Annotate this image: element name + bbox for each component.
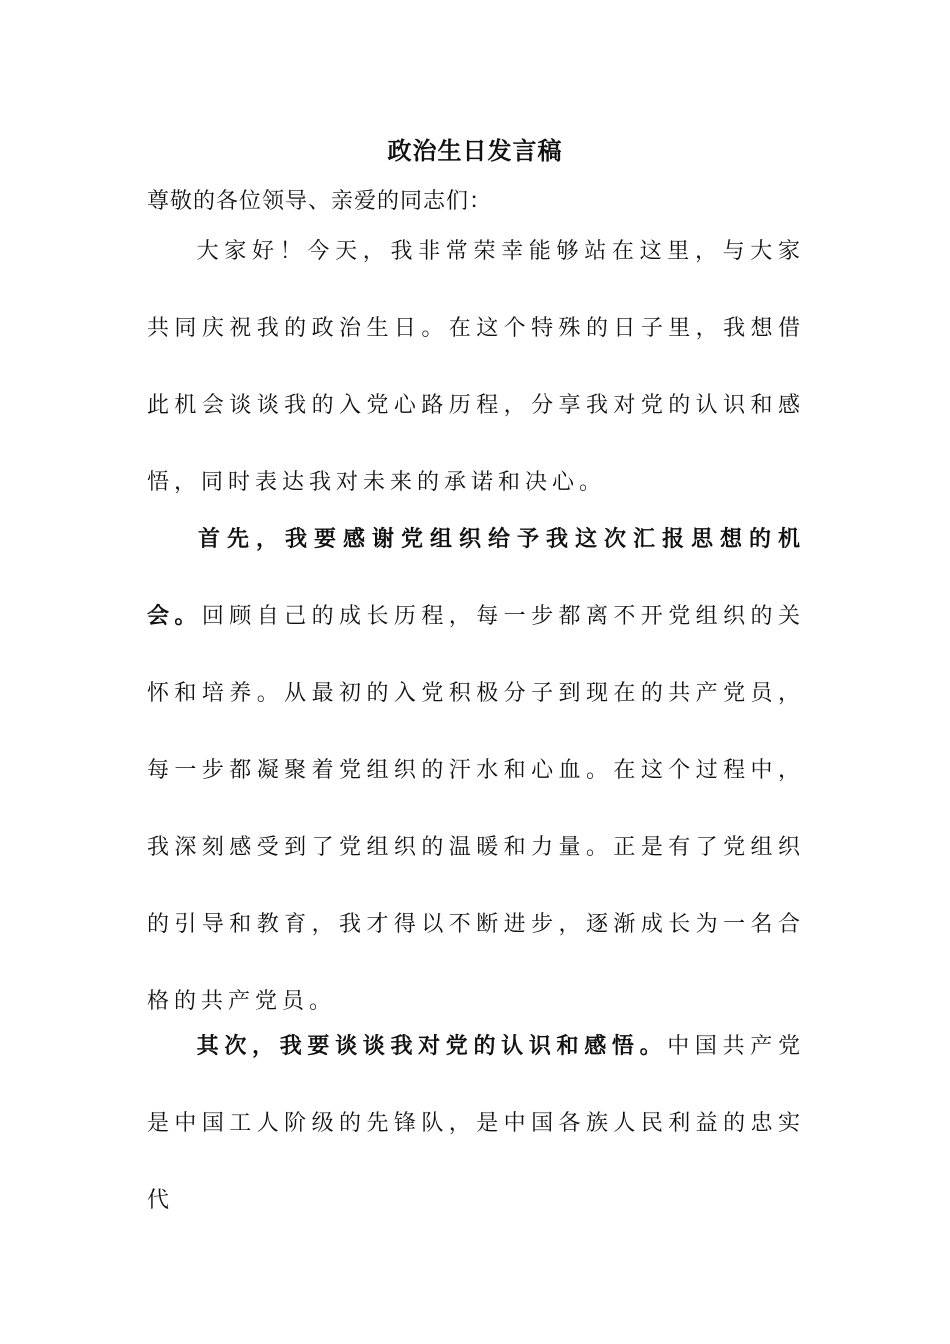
paragraph-3 [147, 1008, 805, 1239]
paragraph-3-text: 中国共产党是中国工人阶级的先锋队，是中国各族人民利益的忠实代 [147, 1034, 805, 1213]
salutation: 尊敬的各位领导、亲爱的同志们： [147, 189, 493, 214]
paragraph-3-lead: 其次，我要谈谈我对党的认识和感悟。 [196, 1033, 668, 1059]
paragraph-1-text: 大家好！今天，我非常荣幸能够站在这里，与大家共同庆祝我的政治生日。在这个特殊的日子里，我想借此机会谈谈我的入党心路历程，分享我对党的认识和感悟，同时表达我对未来的承诺和决心。 [147, 239, 805, 495]
paragraph-1 [147, 213, 805, 521]
document-title: 政治生日发言稿 [387, 136, 563, 165]
paragraph-2-text: 回顾自己的成长历程，每一步都离不开党组织的关怀和培养。从最初的入党积极分子到现在的共产党员，每一步都凝聚着党组织的汗水和心血。在这个过程中，我深刻感受到了党组织的温暖和力量。正是有了党组织的引导和教育，我才得以不断进步，逐渐成长为一名合格的共产党员。 [147, 604, 805, 1014]
paragraph-2-lead: 首先，我要感谢党组织给予我这次汇报思想的机会。 [147, 526, 805, 629]
paragraph-2 [147, 501, 805, 1040]
